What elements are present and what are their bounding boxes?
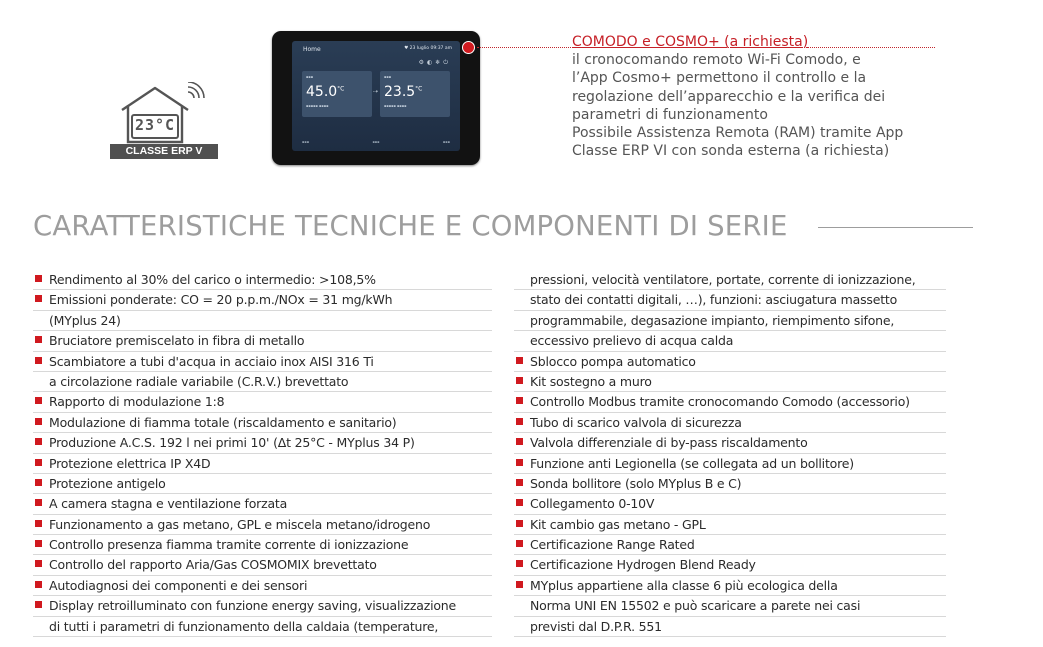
heating-panel-sub: ▪▪▪▪▪ ▪▪▪▪ bbox=[306, 104, 329, 108]
section-title-rule bbox=[818, 227, 973, 228]
feature-list-item bbox=[514, 331, 946, 351]
red-square-bullet-icon bbox=[35, 499, 42, 506]
red-square-bullet-icon bbox=[516, 397, 523, 404]
erp-class-badge bbox=[108, 82, 220, 162]
feature-list-item bbox=[514, 555, 946, 575]
red-square-bullet-icon bbox=[516, 540, 523, 547]
screen-date: ♥ 23 luglio 09:37 am bbox=[404, 46, 452, 51]
feature-text: previsti dal D.P.R. 551 bbox=[530, 618, 662, 634]
feature-list-item bbox=[514, 515, 946, 535]
info-title: COMODO e COSMO+ (a richiesta) bbox=[572, 34, 809, 50]
feature-text: Norma UNI EN 15502 e può scaricare a parete nei casi bbox=[530, 598, 861, 614]
feature-list-item bbox=[33, 617, 492, 637]
screen-status-icons: ⚙◐❄⏻ bbox=[418, 59, 451, 66]
red-square-bullet-icon bbox=[35, 275, 42, 282]
info-line: regolazione dell’apparecchio e la verifica dei bbox=[572, 88, 886, 105]
feature-text: eccessivo prelievo di acqua calda bbox=[530, 333, 734, 349]
feature-list-item bbox=[514, 474, 946, 494]
feature-text: Tubo di scarico valvola di sicurezza bbox=[530, 414, 742, 430]
red-square-bullet-icon bbox=[35, 418, 42, 425]
feature-list-item bbox=[33, 576, 492, 596]
feature-text: A camera stagna e ventilazione forzata bbox=[49, 496, 288, 512]
feature-text: MYplus appartiene alla classe 6 più ecologica della bbox=[530, 577, 838, 593]
info-line: il cronocomando remoto Wi-Fi Comodo, e bbox=[572, 52, 861, 69]
feature-list-item bbox=[514, 392, 946, 412]
heating-panel-caption: ▪▪▪ bbox=[306, 75, 314, 79]
feature-text: Bruciatore premiscelato in fibra di metallo bbox=[49, 333, 305, 349]
feature-list-item bbox=[33, 352, 492, 372]
feature-text: programmabile, degasazione impianto, riempimento sifone, bbox=[530, 312, 895, 328]
red-square-bullet-icon bbox=[516, 499, 523, 506]
feature-text: Protezione antigelo bbox=[49, 475, 166, 491]
feature-text: Certificazione Hydrogen Blend Ready bbox=[530, 557, 756, 573]
red-square-bullet-icon bbox=[35, 581, 42, 588]
feature-list-item bbox=[33, 494, 492, 514]
feature-list-item bbox=[33, 290, 492, 310]
red-square-bullet-icon bbox=[516, 377, 523, 384]
feature-list-item bbox=[514, 352, 946, 372]
red-square-bullet-icon bbox=[35, 601, 42, 608]
red-square-bullet-icon bbox=[35, 357, 42, 364]
red-square-bullet-icon bbox=[516, 560, 523, 567]
red-square-bullet-icon bbox=[516, 357, 523, 364]
red-square-bullet-icon bbox=[516, 479, 523, 486]
feature-text: Valvola differenziale di by-pass riscaldamento bbox=[530, 435, 808, 451]
red-square-bullet-icon bbox=[35, 397, 42, 404]
feature-text: Funzionamento a gas metano, GPL e miscela metano/idrogeno bbox=[49, 516, 431, 532]
feature-text: stato dei contatti digitali, …), funzioni: asciugatura massetto bbox=[530, 292, 898, 308]
heating-unit: °C bbox=[337, 85, 345, 93]
room-panel-sub: ▪▪▪▪▪ ▪▪▪▪ bbox=[384, 104, 407, 108]
section-title: CARATTERISTICHE TECNICHE E COMPONENTI DI SERIE bbox=[33, 210, 788, 242]
info-line: l’App Cosmo+ permettono il controllo e la bbox=[572, 70, 867, 87]
red-square-bullet-icon bbox=[35, 438, 42, 445]
red-square-bullet-icon bbox=[35, 540, 42, 547]
feature-list-item bbox=[514, 535, 946, 555]
feature-list-item bbox=[514, 290, 946, 310]
features-right-column bbox=[514, 270, 946, 637]
feature-text: (MYplus 24) bbox=[49, 312, 121, 328]
info-line: parametri di funzionamento bbox=[572, 106, 768, 123]
room-unit: °C bbox=[415, 85, 423, 93]
callout-dot bbox=[462, 41, 475, 54]
feature-text: Controllo del rapporto Aria/Gas COSMOMIX brevettato bbox=[49, 557, 377, 573]
feature-list-item bbox=[33, 454, 492, 474]
room-temp: 23.5 bbox=[384, 84, 416, 100]
feature-list-item bbox=[33, 331, 492, 351]
feature-list-item bbox=[514, 433, 946, 453]
flow-icon: ⇢ bbox=[373, 88, 379, 95]
features-left-column bbox=[33, 270, 492, 637]
red-square-bullet-icon bbox=[516, 418, 523, 425]
feature-list-item bbox=[514, 311, 946, 331]
feature-list-item bbox=[33, 555, 492, 575]
feature-text: Rapporto di modulazione 1:8 bbox=[49, 394, 225, 410]
feature-text: Scambiatore a tubi d'acqua in acciaio inox AISI 316 Ti bbox=[49, 353, 374, 369]
feature-list-item bbox=[33, 413, 492, 433]
feature-text: Produzione A.C.S. 192 l nei primi 10' (Δt 25°C - MYplus 34 P) bbox=[49, 435, 415, 451]
screen-bottom-bar: ▪▪▪ ▪▪▪ ▪▪▪ bbox=[302, 140, 450, 144]
red-square-bullet-icon bbox=[35, 459, 42, 466]
screen-home-label: Home bbox=[303, 46, 321, 53]
red-square-bullet-icon bbox=[516, 438, 523, 445]
device-screen bbox=[292, 41, 460, 151]
room-panel-caption: ▪▪▪ bbox=[384, 75, 392, 79]
feature-text: Kit cambio gas metano - GPL bbox=[530, 516, 706, 532]
feature-list-item bbox=[33, 433, 492, 453]
feature-text: Collegamento 0-10V bbox=[530, 496, 655, 512]
feature-list-item bbox=[514, 494, 946, 514]
feature-list-item bbox=[514, 372, 946, 392]
feature-list-item bbox=[514, 576, 946, 596]
feature-text: pressioni, velocità ventilatore, portate, corrente di ionizzazione, bbox=[530, 272, 916, 287]
feature-text: di tutti i parametri di funzionamento della caldaia (temperature, bbox=[49, 618, 439, 634]
room-panel bbox=[380, 71, 450, 117]
feature-text: Funzione anti Legionella (se collegata ad un bollitore) bbox=[530, 455, 854, 471]
comodo-info bbox=[572, 33, 903, 160]
feature-text: Autodiagnosi dei componenti e dei sensori bbox=[49, 577, 308, 593]
feature-list-item bbox=[514, 413, 946, 433]
red-square-bullet-icon bbox=[35, 560, 42, 567]
feature-list-item bbox=[514, 596, 946, 616]
info-line: Classe ERP VI con sonda esterna (a richiesta) bbox=[572, 143, 890, 160]
red-square-bullet-icon bbox=[516, 581, 523, 588]
feature-text: a circolazione radiale variabile (C.R.V.) brevettato bbox=[49, 373, 349, 389]
feature-text: Kit sostegno a muro bbox=[530, 373, 652, 389]
feature-text: Protezione elettrica IP X4D bbox=[49, 455, 211, 471]
heating-panel bbox=[302, 71, 372, 117]
feature-list-item bbox=[514, 270, 946, 290]
feature-text: Controllo Modbus tramite cronocomando Comodo (accessorio) bbox=[530, 394, 910, 410]
feature-list-item bbox=[33, 311, 492, 331]
red-square-bullet-icon bbox=[35, 336, 42, 343]
red-square-bullet-icon bbox=[35, 520, 42, 527]
heating-temp: 45.0 bbox=[306, 84, 338, 100]
red-square-bullet-icon bbox=[516, 520, 523, 527]
feature-text: Rendimento al 30% del carico o intermedio: >108,5% bbox=[49, 272, 376, 287]
feature-text: Sonda bollitore (solo MYplus B e C) bbox=[530, 475, 742, 491]
feature-list-item bbox=[33, 372, 492, 392]
feature-list-item bbox=[33, 596, 492, 616]
red-square-bullet-icon bbox=[516, 459, 523, 466]
feature-list-item bbox=[514, 617, 946, 637]
feature-text: Certificazione Range Rated bbox=[530, 537, 695, 553]
feature-text: Emissioni ponderate: CO = 20 p.p.m./NOx = 31 mg/kWh bbox=[49, 292, 393, 308]
feature-text: Sblocco pompa automatico bbox=[530, 353, 696, 369]
info-line: Possibile Assistenza Remota (RAM) tramite App bbox=[572, 125, 904, 142]
feature-list-item bbox=[33, 474, 492, 494]
feature-text: Display retroilluminato con funzione energy saving, visualizzazione bbox=[49, 598, 457, 614]
feature-text: Controllo presenza fiamma tramite corrente di ionizzazione bbox=[49, 537, 409, 553]
badge-display: 23°C bbox=[134, 116, 176, 134]
comodo-device-image bbox=[272, 31, 480, 165]
red-square-bullet-icon bbox=[35, 479, 42, 486]
feature-list-item bbox=[33, 515, 492, 535]
badge-label: CLASSE ERP V bbox=[125, 145, 203, 157]
feature-list-item bbox=[33, 392, 492, 412]
red-square-bullet-icon bbox=[35, 295, 42, 302]
feature-text: Modulazione di fiamma totale (riscaldamento e sanitario) bbox=[49, 414, 397, 430]
feature-list-item bbox=[33, 270, 492, 290]
feature-list-item bbox=[514, 454, 946, 474]
feature-list-item bbox=[33, 535, 492, 555]
